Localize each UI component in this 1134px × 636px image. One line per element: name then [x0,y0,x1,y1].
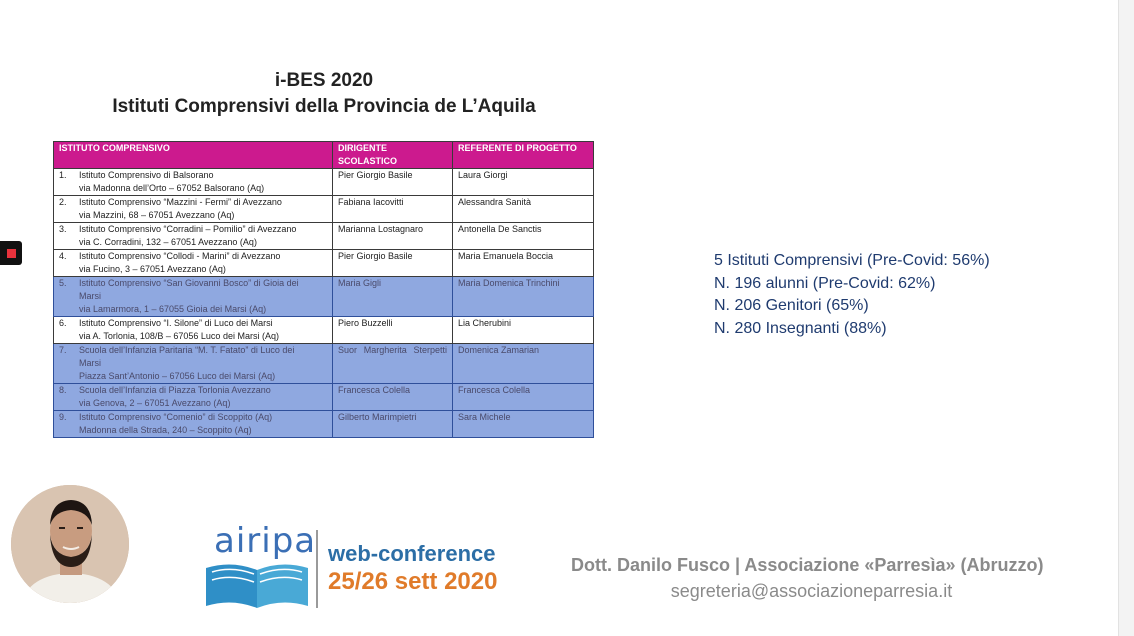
header-dirigente: DIRIGENTE SCOLASTICO [333,142,453,169]
school-address: via A. Torlonia, 108/B – 67056 Luco dei Marsi (Aq) [79,331,279,341]
record-indicator[interactable] [0,241,22,265]
row-number: 5. [59,278,67,288]
cell-istituto [54,250,333,277]
stat-genitori: N. 206 Genitori (65%) [714,297,869,314]
school-address: Madonna della Strada, 240 – Scoppito (Aq) [79,425,252,435]
cell-referente: Domenica Zamarian [453,344,594,384]
school-name: Scuola dell’Infanzia di Piazza Torlonia Avezzano [79,385,271,395]
school-address: via Genova, 2 – 67051 Avezzano (Aq) [79,398,231,408]
cell-istituto [54,384,333,411]
cell-referente: Alessandra Sanità [453,196,594,223]
table-row [54,411,594,438]
table-row [54,169,594,196]
table-row [54,384,594,411]
cell-istituto [54,169,333,196]
header-referente: REFERENTE DI PROGETTO [453,142,594,169]
cell-referente: Lia Cherubini [453,317,594,344]
cell-dirigente: Pier Giorgio Basile [333,250,453,277]
cell-dirigente: Maria Gigli [333,277,453,317]
row-number: 4. [59,251,67,261]
presenter-icon [11,485,129,603]
school-address: Piazza Sant’Antonio – 67056 Luco dei Marsi (Aq) [79,371,276,381]
row-number: 9. [59,412,67,422]
cell-referente: Maria Emanuela Boccia [453,250,594,277]
cell-istituto [54,317,333,344]
cell-dirigente: Piero Buzzelli [333,317,453,344]
cell-referente: Francesca Colella [453,384,594,411]
cell-dirigente: Francesca Colella [333,384,453,411]
school-name: Istituto Comprensivo “Comenio” di Scoppito (Aq) [79,412,273,422]
cell-dirigente: Suor Margherita Sterpetti [333,344,453,384]
school-name: Istituto Comprensivo “San Giovanni Bosco” di Gioia dei [79,278,299,288]
school-name: Istituto Comprensivo “Corradini – Pomilio” di Avezzano [79,224,297,234]
stat-insegnanti: N. 280 Insegnanti (88%) [714,319,887,337]
cell-istituto [54,411,333,438]
window-right-edge [1118,0,1134,636]
school-name: Scuola dell’Infanzia Paritaria “M. T. Fatato” di Luco dei [79,345,295,355]
cell-referente: Sara Michele [453,411,594,438]
conference-date: 25/26 sett 2020 [328,568,498,595]
header-istituto: ISTITUTO COMPRENSIVO [54,142,333,169]
stat-istituti: 5 Istituti Comprensivi (Pre-Covid: 56%) [714,252,990,269]
contact-email: segreteria@associazioneparresia.it [670,581,953,601]
conference-title: web-conference [328,541,496,566]
school-address: via Lamarmora, 1 – 67055 Gioia dei Marsi (Aq) [79,304,267,314]
stat-alunni: N. 196 alunni (Pre-Covid: 62%) [714,274,936,292]
cell-istituto [54,277,333,317]
logo-divider [316,530,318,608]
table-row [54,223,594,250]
cell-dirigente: Marianna Lostagnaro [333,223,453,250]
airipa-book-logo-icon [202,558,312,610]
school-name: Istituto Comprensivo “Mazzini - Fermi” di Avezzano [79,197,282,207]
row-number: 1. [59,170,67,180]
cell-referente: Antonella De Sanctis [453,223,594,250]
school-name: Istituto Comprensivo “I. Silone” di Luco dei Marsi [79,318,273,328]
cell-dirigente: Pier Giorgio Basile [333,169,453,196]
row-number: 7. [59,345,67,355]
cell-referente: Maria Domenica Trinchini [453,277,594,317]
slide-title [54,68,594,120]
row-number: 8. [59,385,67,395]
row-number: 2. [59,197,67,207]
table-row [54,344,594,384]
table-row [54,196,594,223]
record-icon [7,249,16,258]
table-row [54,277,594,317]
slide-title-line1: i-BES 2020 [274,70,374,91]
presenter-video-avatar [11,485,129,603]
table-row [54,317,594,344]
school-name: Istituto Comprensivo “Collodi - Marini” di Avezzano [79,251,281,261]
school-name-continued: Marsi [79,291,101,301]
school-name-continued: Marsi [79,358,101,368]
airipa-logo-text: airipa [214,521,317,561]
school-address: via Mazzini, 68 – 67051 Avezzano (Aq) [79,210,235,220]
row-number: 3. [59,224,67,234]
cell-istituto [54,223,333,250]
school-name: Istituto Comprensivo di Balsorano [79,170,214,180]
school-address: via Fucino, 3 – 67051 Avezzano (Aq) [79,264,226,274]
row-number: 6. [59,318,67,328]
presenter-credit: Dott. Danilo Fusco | Associazione «Parresìa» (Abruzzo) [571,555,1044,575]
cell-istituto [54,196,333,223]
table-row [54,250,594,277]
table-header-row [54,142,594,169]
school-address: via Madonna dell’Orto – 67052 Balsorano (Aq) [79,183,265,193]
statistics-list [714,250,990,340]
cell-dirigente: Fabiana Iacovitti [333,196,453,223]
cell-dirigente: Gilberto Marimpietri [333,411,453,438]
cell-istituto [54,344,333,384]
schools-table [53,141,594,438]
cell-referente: Laura Giorgi [453,169,594,196]
school-address: via C. Corradini, 132 – 67051 Avezzano (Aq) [79,237,257,247]
slide-title-line2: Istituti Comprensivi della Provincia de L’Aquila [112,96,536,117]
